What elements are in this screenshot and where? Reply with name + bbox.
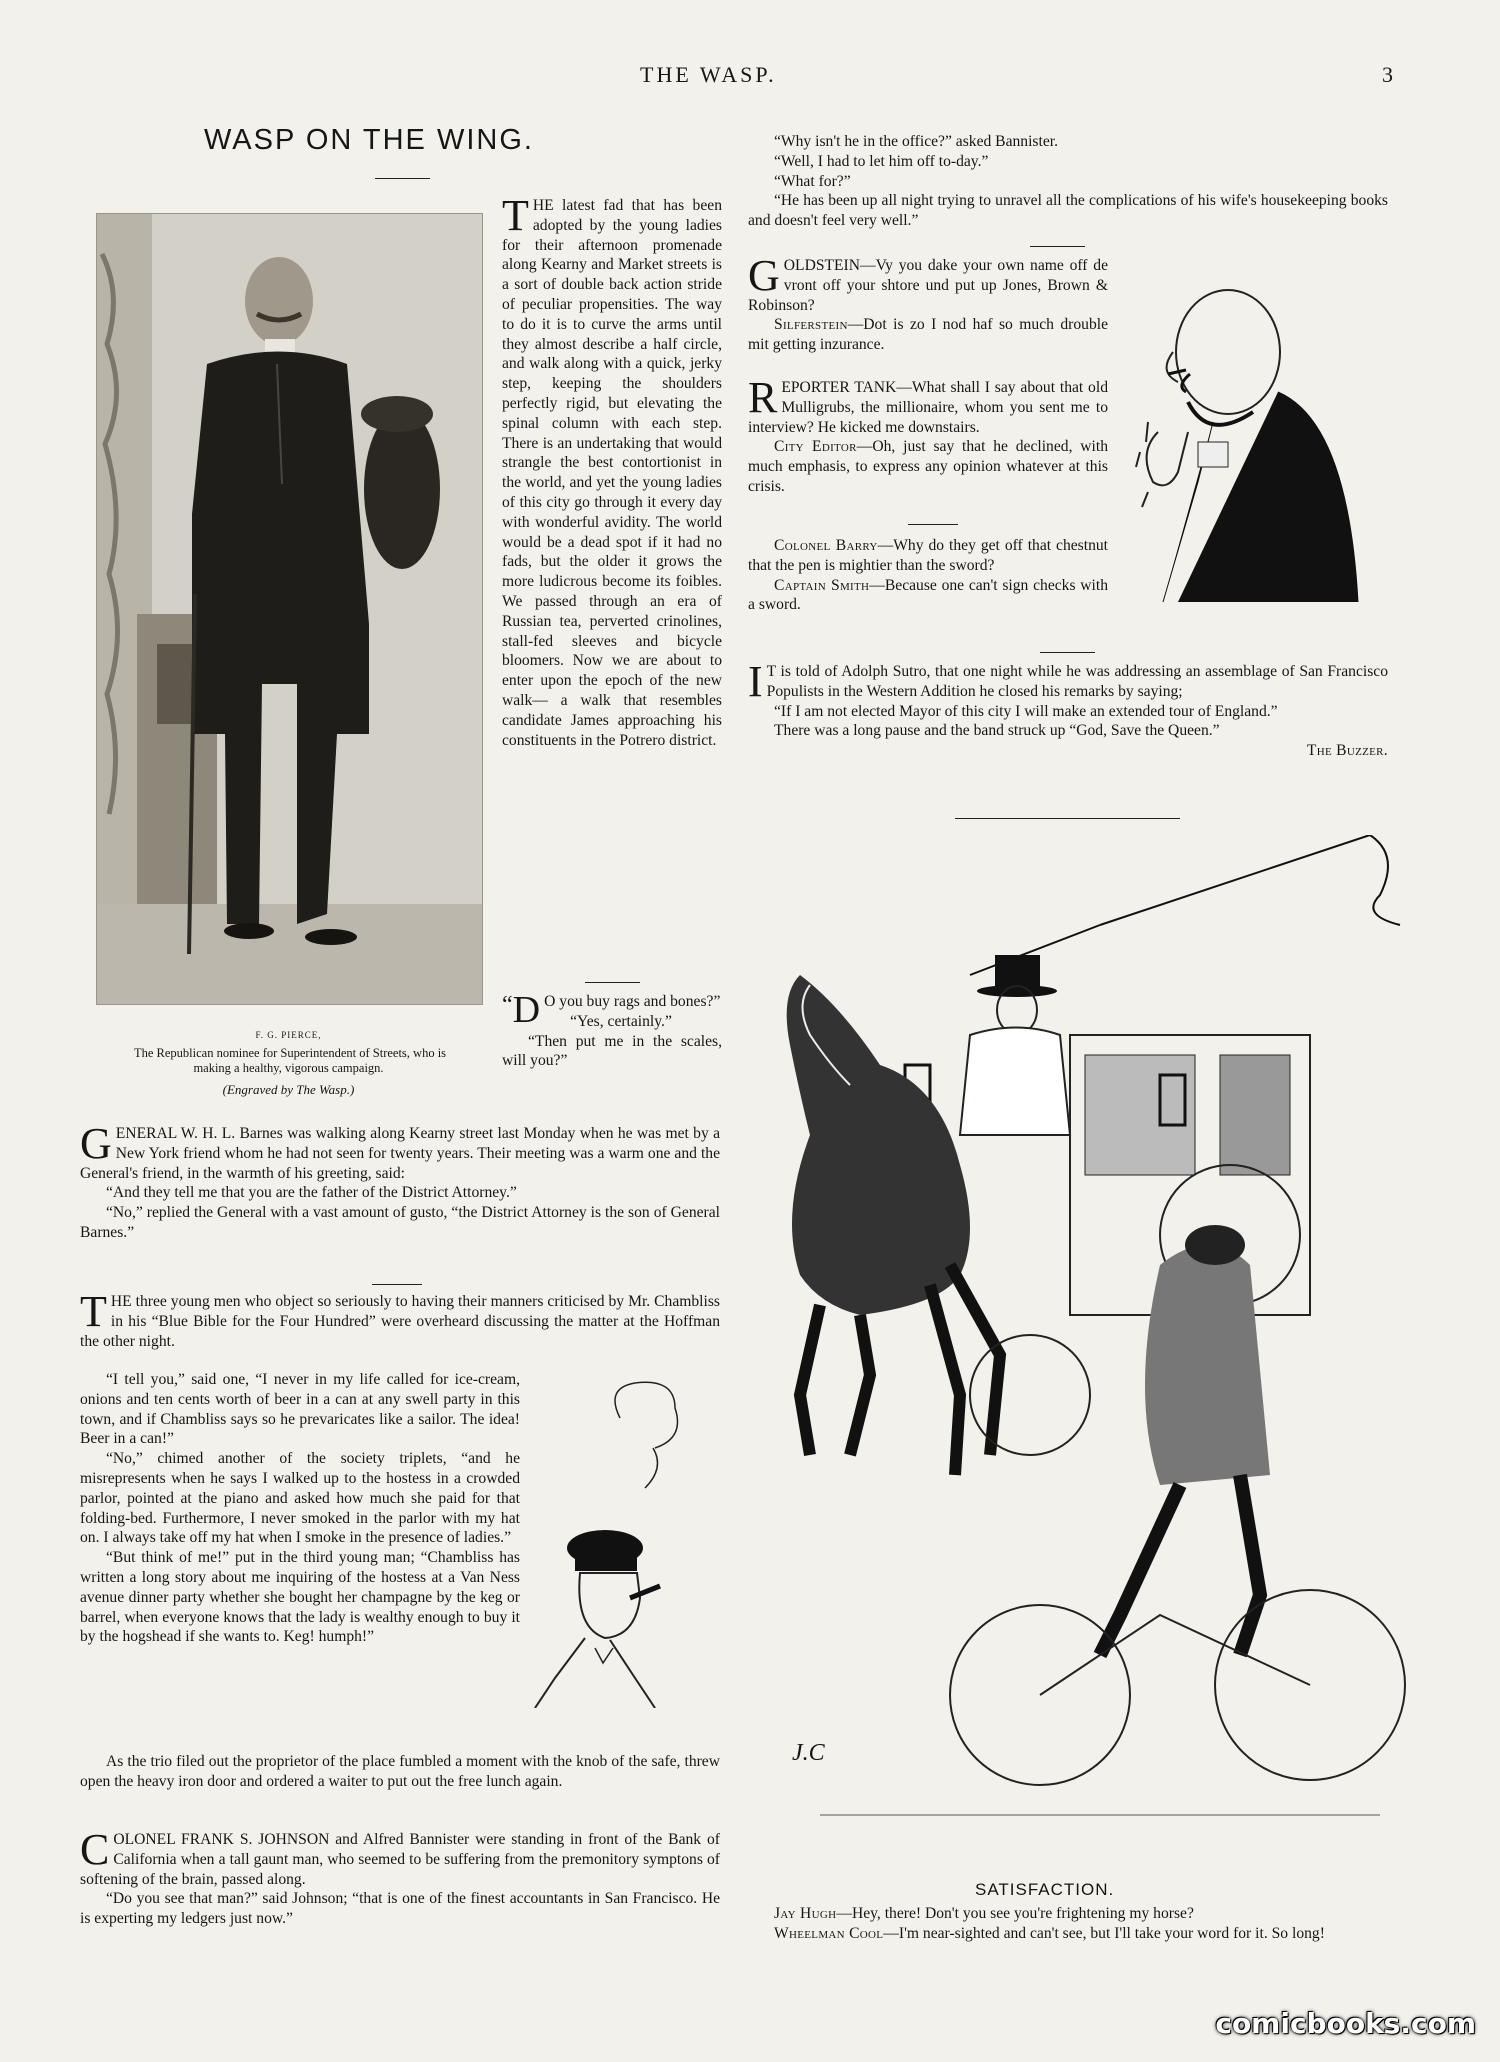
cartoon-signature: J.C	[792, 1740, 825, 1766]
triplets-p2: “I tell you,” said one, “I never in my life called for ice-cream, onions and ten cents worth of beer in a can at any swell party in this town, and if Chambliss says so he prevaricates like a sailor. The idea! Beer in a can!”	[80, 1371, 520, 1448]
johnson-p4: “Well, I had to let him off to-day.”	[774, 152, 989, 170]
barry-speaker2: Captain Smith	[774, 576, 870, 594]
man-portrait-illustration	[97, 214, 482, 1004]
triplets-p3: “No,” chimed another of the society triplets, “and he misrepresents when he says I walked up to the hostess in a crowded parlor, pointed at the piano and asked how much she paid for that folding-bed. Furthermore, I never smoked in the parlor with my hat on. I always take off my hat when I smoke in the presence of ladies.”	[80, 1450, 520, 1547]
triplets-dropcap: T	[80, 1287, 107, 1336]
barnes-rule	[372, 1284, 422, 1285]
bald-man-sketch	[1118, 282, 1378, 602]
barnes-p2: “And they tell me that you are the father of the District Attorney.”	[106, 1184, 517, 1202]
cartoon-caption	[748, 1904, 1388, 1944]
smoking-man-sketch	[525, 1378, 725, 1708]
section-title: WASP ON THE WING.	[204, 124, 534, 156]
title-rule	[375, 178, 430, 179]
fad-article	[502, 191, 722, 750]
cartoon-line2-end: So long!	[1271, 1924, 1325, 1942]
goldstein-speaker2: Silferstein	[774, 316, 848, 334]
sutro-lead: T is told of Adolph Sutro, that one night while he was addressing an assemblage of San Francisco Populists in the Western Addition he closed his remarks by saying;	[766, 663, 1388, 700]
johnson-p6: “He has been up all night trying to unravel all the complications of his wife's housekeeping books and doesn't feel very well.”	[748, 192, 1388, 230]
caption-name: F. G. PIERCE,	[255, 1030, 322, 1040]
reporter-joke	[748, 373, 1108, 497]
goldstein-lead: OLDSTEIN—Vy you dake your own name off de vront off your shtore und put up Jones, Brown & Robinson?	[748, 257, 1108, 314]
barry-rule	[1040, 652, 1095, 653]
johnson-p2: “Do you see that man?” said Johnson; “that is one of the finest accountants in San Francisco. He is experting my ledgers just now.”	[80, 1890, 720, 1928]
johnson-p5: “What for?”	[774, 172, 851, 190]
cartoon-title: SATISFACTION.	[975, 1880, 1115, 1899]
barry-p2: —Because one can't sign checks with a sword.	[748, 576, 1108, 614]
rags-joke	[502, 989, 722, 1071]
johnson-article	[80, 1825, 720, 1929]
cartoon-speaker2: Wheelman Cool	[774, 1924, 884, 1942]
running-title: THE WASP.	[640, 62, 777, 87]
fad-rule	[585, 982, 640, 983]
caption-credit: (Engraved by The Wasp.)	[222, 1082, 355, 1097]
page-number: 3	[1382, 62, 1393, 87]
sutro-article	[748, 657, 1388, 761]
sutro-dropcap: I	[748, 657, 763, 706]
goldstein-dropcap: G	[748, 251, 780, 300]
triplets-body	[80, 1370, 520, 1647]
site-watermark: comicbooks.com	[1215, 2007, 1476, 2040]
barnes-dropcap: G	[80, 1119, 112, 1168]
reporter-dropcap: R	[748, 373, 778, 422]
johnson-continued	[748, 132, 1388, 231]
johnson-p3: “Why isn't he in the office?” asked Bannister.	[774, 133, 1058, 150]
triplets-p5: As the trio filed out the proprietor of the place fumbled a moment with the knob of the safe, threw open the heavy iron door and ordered a waiter to put out the free lunch again.	[80, 1753, 720, 1790]
goldstein-joke	[748, 251, 1108, 355]
reporter-rule	[908, 524, 958, 525]
fad-dropcap: T	[502, 191, 529, 240]
johnson-rule	[1030, 246, 1085, 247]
barnes-lead: ENERAL W. H. L. Barnes was walking along Kearny street last Monday when he was met by a New York friend whom he had not seen for twenty years. Their meeting was a warm one and the General's friend, in the warmth of his greeting, said:	[80, 1125, 720, 1182]
reporter-speaker2: City Editor	[774, 438, 857, 456]
barry-p1: —Why do they get off that chestnut that the pen is mightier than the sword?	[748, 537, 1108, 574]
barry-speaker1: Colonel Barry	[774, 537, 878, 554]
rags-line-2: “Yes, certainly.”	[570, 1012, 672, 1030]
sutro-p2: “If I am not elected Mayor of this city I will make an extended tour of England.”	[774, 702, 1278, 720]
barry-joke	[748, 536, 1108, 615]
johnson-lead: OLONEL FRANK S. JOHNSON and Alfred Bannister were standing in front of the Bank of California when a tall gaunt man, who seemed to be suffering from the premonitory symptons of softening of the brain, passed along.	[80, 1831, 720, 1888]
cartoon-line2: —I'm near-sighted and can't see, but I'll take your word for it.	[883, 1924, 1268, 1942]
caption-line-1: The Republican nominee for Superintendent of Streets, who is	[133, 1046, 447, 1060]
sutro-p3: There was a long pause and the band struck up “God, Save the Queen.”	[774, 722, 1220, 740]
sutro-rule	[955, 818, 1180, 819]
triplets-lead-block	[80, 1287, 720, 1351]
sutro-signature: The Buzzer.	[1306, 742, 1388, 760]
triplets-p4: “But think of me!” put in the third young man; “Chambliss has written a long story about me inquiring of the hostess at a Van Ness avenue dinner party whether she bought her champagne by the keg or barrel, when everyone knows that the lady is wealthy enough to buy it by the hogshead if she wants to. Keg! humph!”	[80, 1549, 520, 1646]
rags-line-3: “Then put me in the scales, will you?”	[502, 1032, 722, 1070]
reporter-lead: EPORTER TANK—What shall I say about that old Mulligrubs, the millionaire, whom you sent me to interview? He kicked me downstairs.	[748, 379, 1108, 436]
caption-line-2: making a healthy, vigorous campaign.	[193, 1061, 384, 1075]
goldstein-p2: —Dot is zo I nod haf so much drouble mit getting inzurance.	[748, 316, 1108, 354]
johnson-dropcap: C	[80, 1825, 110, 1874]
triplets-closing	[80, 1752, 720, 1792]
portrait-photo	[96, 213, 483, 1005]
rags-dropcap: D	[512, 989, 541, 1031]
cartoon-line1: —Hey, there! Don't you see you're frightening my horse?	[836, 1905, 1194, 1922]
cartoon-speaker1: Jay Hugh	[774, 1905, 837, 1922]
fad-text: HE latest fad that has been adopted by the young ladies for their afternoon promenade along Kearny and Market streets is a sort of double back action stride of peculiar propensities. The way to do it is to curve the arms until they almost describe a half circle, and walk along with a quick, jerky step, keeping the shoulders perfectly rigid, but elevating the spinal column with each step. There is an undertaking that would strangle the best contortionist in the world, and yet the young ladies of this city go through it every day with wonderful avidity. The world would be a dead spot if it had no fads, but the older it grows the more ludicrous become its foibles. We passed through an era of Russian tea, perverted crinolines, stall-fed sleeves and bicycle bloomers. Now we are about to enter upon the epoch of the new walk— a walk that resembles candidate James approaching his constituents in the Potrero district.	[502, 197, 722, 749]
rags-line-1: O you buy rags and bones?”	[544, 993, 721, 1010]
rags-open-quote: “	[502, 992, 513, 1018]
triplets-lead: HE three young men who object so seriously to having their manners criticised by Mr. Chambliss in his “Blue Bible for the Four Hundred” were overheard discussing the matter at the Hoffman the other night.	[80, 1293, 720, 1350]
barnes-article	[80, 1119, 720, 1243]
carriage-cartoon	[740, 835, 1440, 1835]
reporter-p2: —Oh, just say that he declined, with much emphasis, to express any opinion whatever at this crisis.	[748, 438, 1108, 495]
barnes-p3: “No,” replied the General with a vast amount of gusto, “the District Attorney is the son of General Barnes.”	[80, 1204, 720, 1241]
